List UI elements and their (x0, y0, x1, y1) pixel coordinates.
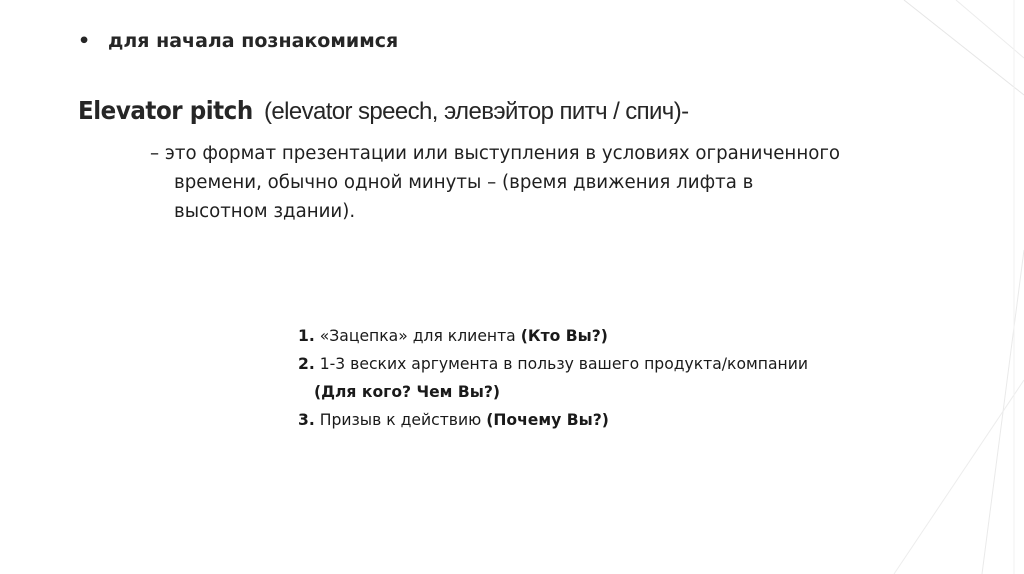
intro-text: для начала познакомимся (108, 30, 399, 52)
title-explanation: (elevator speech, элевэйтор питч / спич)- (263, 98, 689, 125)
step-question: (Для кого? Чем Вы?) (314, 383, 501, 401)
definition-line: высотном здании). (174, 201, 356, 222)
steps-list (298, 322, 808, 434)
step-number: 1. (298, 327, 315, 345)
step-number: 2. (298, 355, 315, 373)
step-question: (Почему Вы?) (486, 411, 609, 429)
list-item (298, 406, 808, 434)
list-item-continuation (298, 378, 808, 406)
bullet-icon: • (78, 30, 91, 52)
list-item (298, 322, 808, 350)
page-title (78, 96, 689, 126)
definition-line: – это формат презентации или выступления в условиях ограниченного (150, 143, 841, 164)
list-item (298, 350, 808, 378)
definition-text (150, 139, 950, 226)
step-text: «Зацепка» для клиента (314, 327, 521, 345)
step-question: (Кто Вы?) (520, 327, 608, 345)
title-term: Elevator pitch (78, 96, 253, 125)
intro-bullet (78, 30, 398, 52)
step-number: 3. (298, 411, 315, 429)
definition-line: времени, обычно одной минуты – (время движения лифта в (174, 172, 754, 193)
step-text: Призыв к действию (314, 411, 487, 429)
decorative-lines (864, 0, 1024, 574)
step-text: 1-3 веских аргумента в пользу вашего продукта/компании (314, 355, 808, 373)
